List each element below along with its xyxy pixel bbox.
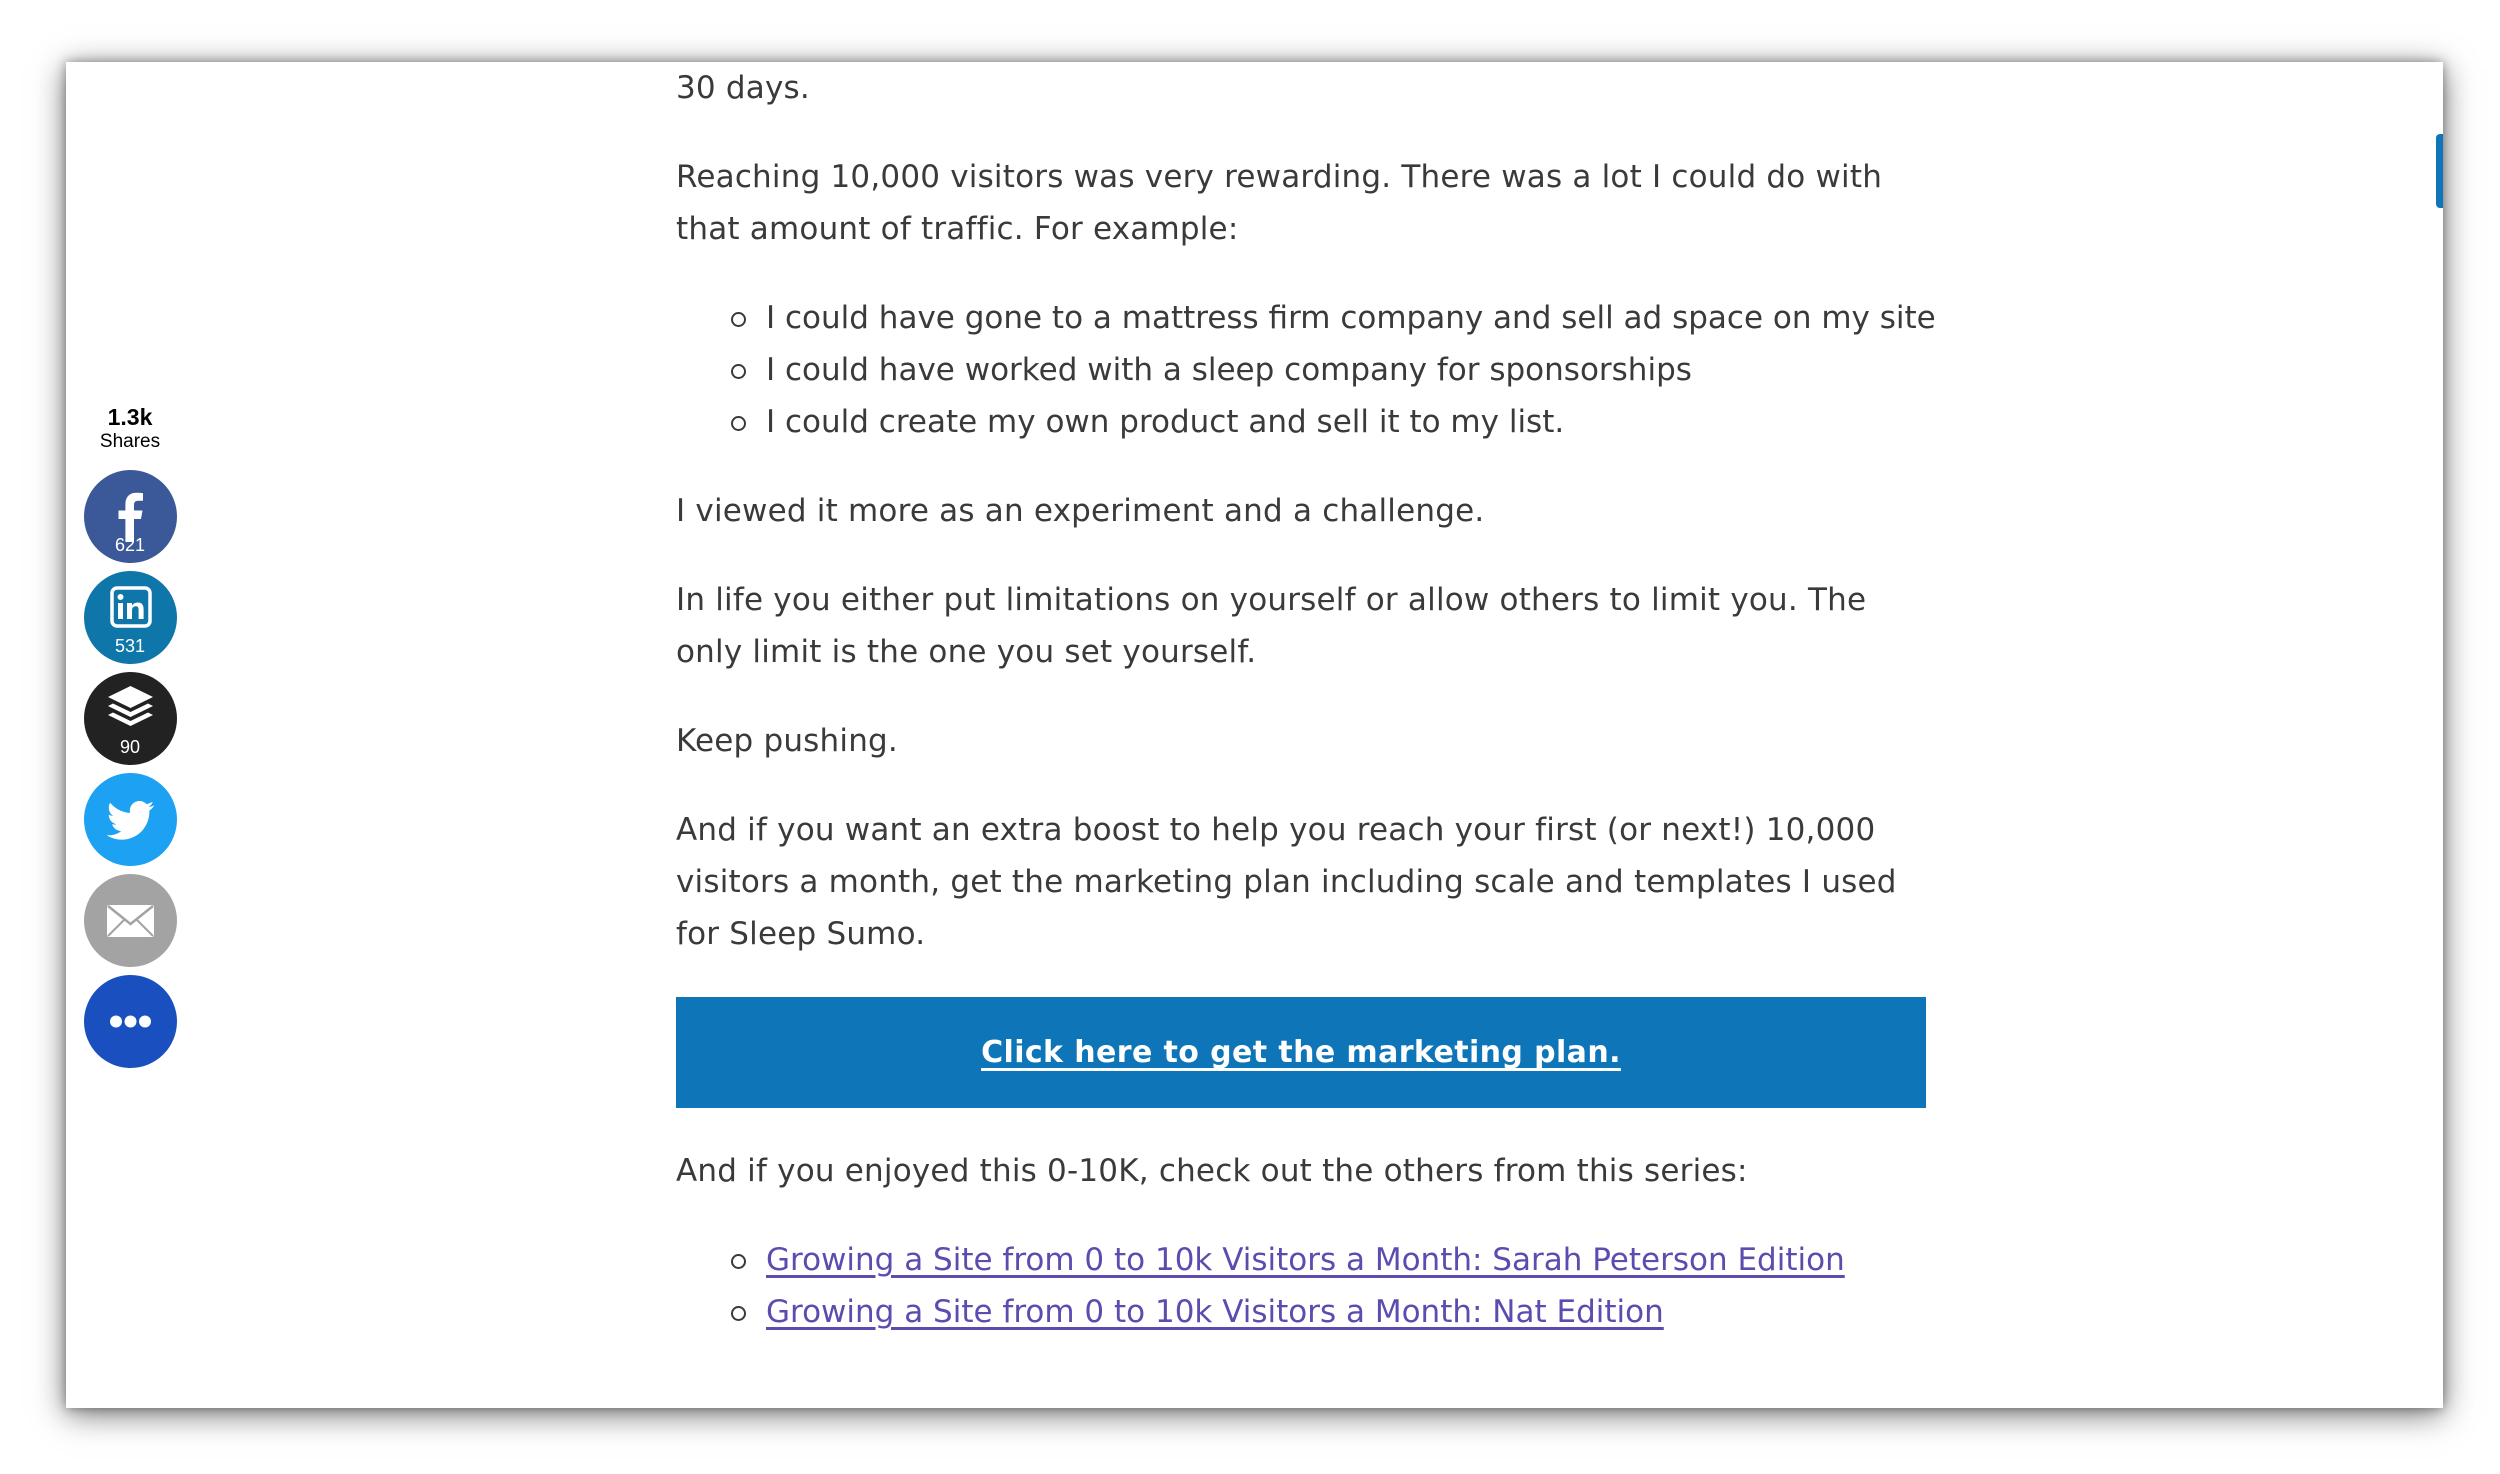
list-item: [766, 1234, 1936, 1286]
twitter-icon: [84, 773, 177, 866]
email-share-button[interactable]: [84, 874, 177, 967]
facebook-share-count: 621: [114, 535, 146, 555]
more-dots-icon: [84, 975, 177, 1068]
buffer-share-button[interactable]: [84, 672, 177, 765]
list-item: I could have gone to a mattress firm company and sell ad space on my site: [766, 292, 1936, 344]
paragraph-extra-boost: And if you want an extra boost to help you reach your first (or next!) 10,000 visitors a month, get the marketing plan including scale and templates I used for Sleep Sumo.: [676, 812, 1897, 952]
buffer-share-count: 90: [119, 737, 141, 757]
paragraph-limitations: In life you either put limitations on yourself or allow others to limit you. The only limit is the one you set yourself.: [676, 582, 1867, 670]
series-links-list: [676, 1234, 1936, 1338]
list-item: I could create my own product and sell it to my list.: [766, 396, 1936, 448]
paragraph-experiment: I viewed it more as an experiment and a challenge.: [676, 493, 1485, 529]
twitter-share-button[interactable]: [84, 773, 177, 866]
series-link-sarah-peterson[interactable]: Growing a Site from 0 to 10k Visitors a Month: Sarah Peterson Edition: [766, 1242, 1845, 1278]
more-share-options-button[interactable]: [84, 975, 177, 1068]
paragraph-reaching-visitors: Reaching 10,000 visitors was very rewarding. There was a lot I could do with that amount of traffic. For example:: [676, 159, 1883, 247]
cta-banner: [676, 997, 1926, 1108]
linkedin-share-count: 531: [114, 636, 146, 656]
envelope-icon: [84, 874, 177, 967]
scroll-indicator[interactable]: [2436, 134, 2443, 208]
list-item: I could have worked with a sleep company for sponsorships: [766, 344, 1936, 396]
paragraph-series-intro: And if you enjoyed this 0-10K, check out the others from this series:: [676, 1153, 1748, 1189]
article-body: [676, 62, 1936, 1375]
share-total-count: 1.3k: [107, 404, 153, 430]
browser-window: [66, 62, 2443, 1408]
list-item: [766, 1286, 1936, 1338]
facebook-share-button[interactable]: [84, 470, 177, 563]
series-link-nat[interactable]: Growing a Site from 0 to 10k Visitors a Month: Nat Edition: [766, 1294, 1664, 1330]
paragraph-keep-pushing: Keep pushing.: [676, 723, 898, 759]
share-sidebar: [80, 404, 180, 1076]
examples-list: [676, 292, 1936, 448]
share-total-label: Shares: [99, 431, 161, 452]
marketing-plan-cta-link[interactable]: Click here to get the marketing plan.: [981, 1035, 1621, 1070]
paragraph-30-days: 30 days.: [676, 70, 810, 106]
linkedin-share-button[interactable]: [84, 571, 177, 664]
share-total: [80, 404, 180, 454]
